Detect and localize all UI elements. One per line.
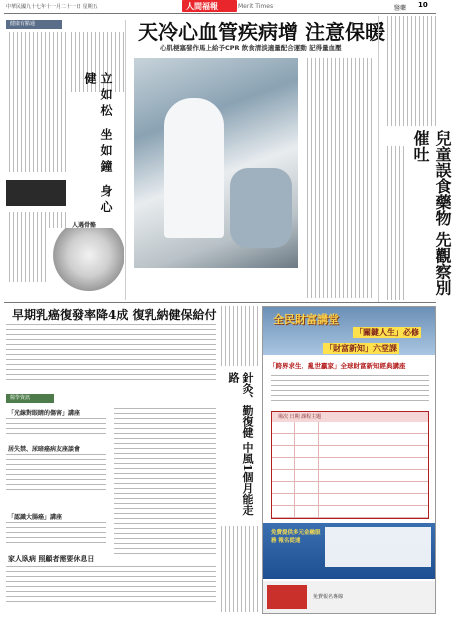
right-body-text [382,146,404,300]
text-line [123,32,124,92]
main-body-text [302,58,372,298]
main-headline: 天冷心血管疾病增 注意保暖 [138,20,385,44]
main-photo [134,58,298,268]
health-tag-label: 健康有點通 [10,21,36,27]
text-line [435,16,436,126]
section-name: 醫藥 [394,5,407,12]
info-item-4-text [6,566,216,610]
main-subhead: 心肌梗塞發作馬上給予CPR 飲食清淡適量配合運動 記得量血壓 [160,44,342,52]
text-line [399,146,400,300]
text-line [371,58,372,298]
ad-footer-logo [267,585,307,609]
medical-info-label: 醫學資訊 [10,395,31,401]
text-line [71,32,72,92]
illustration-caption: 人遇骨骼 [72,222,97,229]
patient-figure [230,168,292,248]
text-line [253,306,254,366]
text-line [395,16,396,126]
text-line [9,32,10,172]
acupuncture-headline: 針灸、勤復健 中風1個月能走路 [227,372,254,516]
text-line [37,212,38,282]
ad-phone-text: 免費提供多元金融服務 報名從速 [271,530,321,544]
ad-schedule-table [271,411,429,519]
text-line [355,58,356,298]
info-item-2-text [6,454,106,502]
text-line [257,526,258,612]
text-line [45,32,46,172]
text-line [25,212,26,282]
acupuncture-body [218,526,258,612]
photo-caption [134,272,298,296]
text-line [327,58,328,298]
dark-callout-box [6,180,66,206]
text-line [391,146,392,300]
right-headline: 兒童誤食藥物 先觀察別催吐 [411,130,452,296]
ad-brand: 全民財富講堂 [273,313,339,326]
text-line [347,58,348,298]
text-line [233,526,234,612]
text-line [403,16,404,126]
text-line [119,32,120,92]
text-line [257,306,258,366]
ad-intro-text [271,375,429,409]
text-line [387,16,388,126]
text-line [79,32,80,92]
text-line [41,212,42,282]
text-line [233,306,234,366]
info-item-2: 居失禁、尿暗癌病友座談會 [8,446,81,453]
right-top-text [382,16,436,126]
text-line [41,32,42,172]
health-tag [6,20,62,29]
text-line [387,146,388,300]
acupuncture-column [218,306,260,614]
text-line [331,58,332,298]
text-line [391,16,392,126]
text-line [307,58,308,298]
health-tips-column [6,20,126,300]
page-number: 10 [418,1,428,9]
ad-footer-bar [263,581,435,613]
text-line [339,58,340,298]
masthead-title: 人間福報 [186,1,218,11]
text-line [21,32,22,172]
ad-tagline: 「跨界求生．亂世贏家」全球財富新知經典講座 [269,362,406,370]
poem-calligraphy: 立如松 坐如鐘 身心健 [83,72,113,217]
text-line [351,58,352,298]
table-header: 場次 日期 課程主題 [272,412,428,422]
ad-title2: 「財富新知」六堂課 [325,344,397,353]
text-line [245,526,246,612]
text-line [395,146,396,300]
text-line [237,306,238,366]
text-line [415,16,416,126]
text-line [221,306,222,366]
text-line [403,146,404,300]
text-line [237,526,238,612]
text-line [221,526,222,612]
text-line [319,58,320,298]
breast-body-text [6,324,216,384]
text-line [407,16,408,126]
masthead-en: Merit Times [238,3,274,10]
info-item-3-text [6,522,106,550]
ad-footer-note: 免費報名專線 [313,594,344,600]
text-line [335,58,336,298]
ad-contact-panel [263,523,435,579]
text-line [75,32,76,92]
header-date: 中華民國九十七年十一月二十一日 星期五 [6,4,98,10]
health-text-block [6,32,66,172]
text-line [423,16,424,126]
text-line [115,32,116,92]
text-line [65,32,66,172]
text-line [25,32,26,172]
text-line [229,526,230,612]
text-line [363,58,364,298]
text-line [37,32,38,172]
main-article [130,16,385,302]
text-line [315,58,316,298]
text-line [399,16,400,126]
text-line [431,16,432,126]
text-line [33,32,34,172]
text-line [17,32,18,172]
doctor-figure [164,98,224,238]
text-line [241,526,242,612]
lower-left-column [6,324,216,614]
text-line [359,58,360,298]
text-line [419,16,420,126]
text-line [53,32,54,172]
text-line [225,526,226,612]
text-line [13,32,14,172]
medical-info-banner [6,394,54,403]
text-line [229,306,230,366]
text-line [245,306,246,366]
page-header [0,0,440,14]
wealth-seminar-ad [262,306,436,614]
text-line [367,58,368,298]
text-line [323,58,324,298]
breast-body-text-right [114,408,216,560]
ad-title1: 「關鍵人生」必修 [355,328,419,337]
text-line [9,212,10,282]
info-item-3: 「認識大腸癌」講座 [8,514,63,521]
text-line [241,306,242,366]
text-line [253,526,254,612]
info-item-1-text [6,418,106,440]
text-line [21,212,22,282]
text-line [343,58,344,298]
ad-contact-box [325,527,431,567]
text-line [249,526,250,612]
text-line [249,306,250,366]
text-line [311,58,312,298]
skeleton-illustration [46,228,124,296]
info-item-4: 家人臥病 照顧者需要休息日 [8,555,95,563]
text-line [17,212,18,282]
text-line [225,306,226,366]
text-line [49,32,50,172]
text-line [33,212,34,282]
text-line [29,32,30,172]
right-column [378,16,452,302]
acupuncture-top-text [218,306,258,366]
text-line [29,212,30,282]
text-line [13,212,14,282]
text-line [427,16,428,126]
breast-headline: 早期乳癌復發率降4成 復乳納健保給付 [12,308,217,322]
info-item-1: 「光線對眼睛的傷害」講座 [8,410,81,417]
text-line [57,32,58,172]
text-line [61,32,62,172]
text-line [411,16,412,126]
